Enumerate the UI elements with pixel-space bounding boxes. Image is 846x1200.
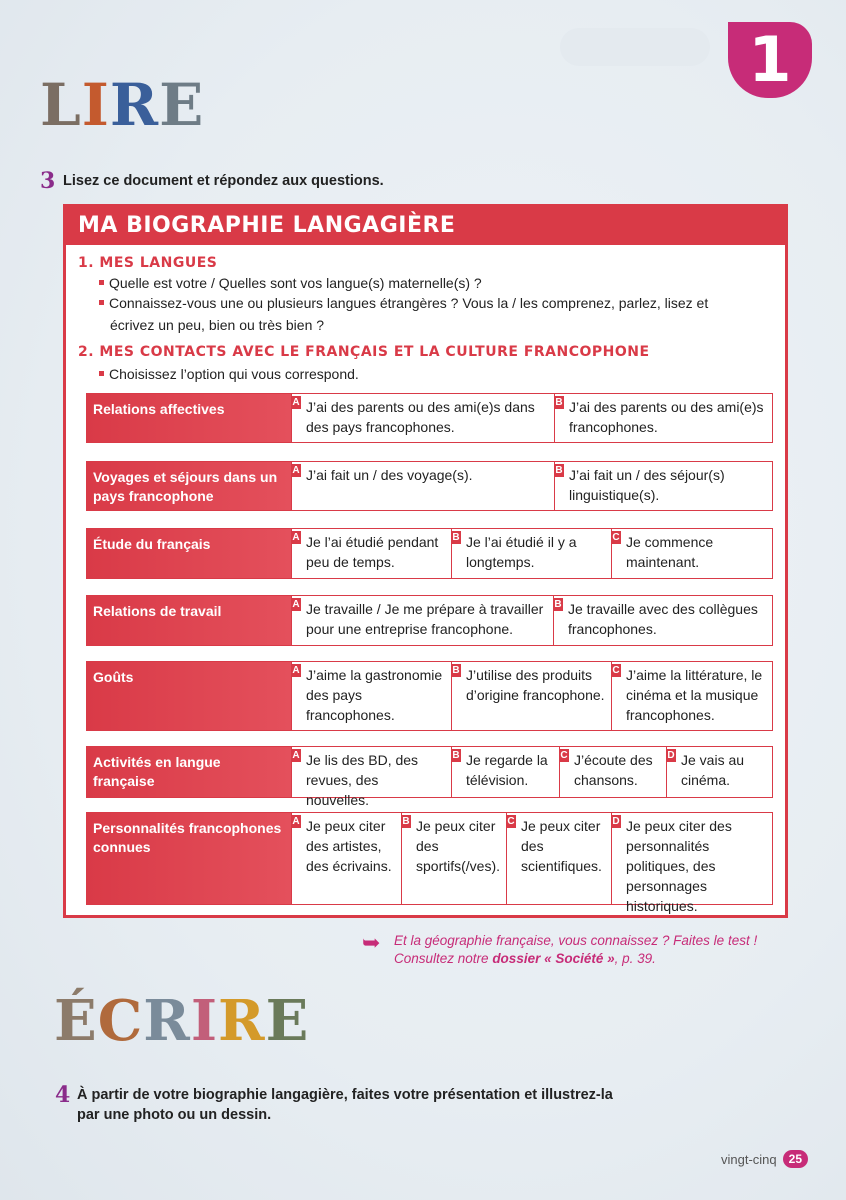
option-cell: B J’utilise des produits d’origine francophone. — [451, 662, 611, 730]
dossier-reference — [394, 932, 784, 968]
row-label: Étude du français — [87, 529, 291, 578]
option-tag: A — [292, 599, 300, 610]
option-cell: A J’aime la gastronomie des pays francophones. — [291, 662, 451, 730]
option-cell: C Je commence maintenant. — [611, 529, 771, 578]
option-tag: C — [612, 532, 620, 543]
ghost-title-shape — [560, 28, 710, 66]
bullet-square — [99, 280, 104, 285]
option-cell: B Je travaille avec des collègues francophones. — [553, 596, 771, 645]
section-title-ecrire — [54, 988, 308, 1054]
reference-arrow-icon: ➥ — [362, 930, 381, 955]
exercise-instruction: Lisez ce document et répondez aux questions. — [63, 173, 384, 189]
option-tag: C — [612, 665, 620, 676]
exercise-number: 3 — [40, 168, 56, 194]
option-cell: D Je peux citer des personnalités politiques, des personnages historiques. — [611, 813, 771, 904]
dossier-link[interactable]: dossier « Société » — [492, 951, 615, 966]
option-tag: B — [555, 465, 563, 476]
lire-letter: I — [81, 71, 108, 139]
option-tag: A — [292, 397, 300, 408]
row-label: Relations de travail — [87, 596, 291, 645]
option-cell: A Je l’ai étudié pendant peu de temps. — [291, 529, 451, 578]
section-1-bullet-continued: écrivez un peu, bien ou très bien ? — [110, 317, 325, 333]
section-1-bullet: Quelle est votre / Quelles sont vos langue(s) maternelle(s) ? — [99, 273, 482, 293]
page-footer — [721, 1150, 808, 1168]
option-cell: B Je peux citer des sportifs(/ves). — [401, 813, 506, 904]
row-label: Goûts — [87, 662, 291, 730]
option-tag: A — [292, 816, 300, 827]
exercise-instruction: À partir de votre biographie langagière, faites votre présentation et illustrez-la par une photo ou un dessin. — [77, 1087, 613, 1123]
option-cell: A Je travaille / Je me prépare à travailler pour une entreprise francophone. — [291, 596, 553, 645]
option-cell: B J’ai des parents ou des ami(e)s francophones. — [554, 394, 771, 442]
option-cell: A J’ai fait un / des voyage(s). — [291, 462, 554, 510]
ecrire-letter: E — [265, 988, 309, 1054]
section-1-bullet: Connaissez-vous une ou plusieurs langues étrangères ? Vous la / les comprenez, parlez, lisez et — [99, 293, 708, 313]
section-1-title: 1. MES LANGUES — [78, 255, 218, 271]
option-tag: B — [452, 665, 460, 676]
table-row — [86, 393, 773, 443]
option-cell: C Je peux citer des scientifiques. — [506, 813, 611, 904]
option-tag: A — [292, 532, 300, 543]
option-tag: B — [452, 750, 460, 761]
ecrire-letter: R — [143, 988, 190, 1054]
option-tag: A — [292, 465, 300, 476]
option-cell: C J’aime la littérature, le cinéma et la musique francophones. — [611, 662, 771, 730]
option-tag: B — [452, 532, 460, 543]
ecrire-letter: I — [190, 988, 218, 1054]
bullet-square — [99, 300, 104, 305]
lire-letter: L — [40, 71, 80, 139]
option-tag: B — [554, 599, 562, 610]
row-label: Voyages et séjours dans un pays francophone — [87, 462, 291, 510]
option-tag: B — [402, 816, 410, 827]
ecrire-letter: É — [54, 988, 97, 1054]
row-label: Activités en langue française — [87, 747, 291, 797]
option-tag: D — [667, 750, 675, 761]
option-tag: B — [555, 397, 563, 408]
lire-letter: R — [109, 71, 158, 139]
option-tag: A — [292, 665, 300, 676]
reference-line-1: Et la géographie française, vous connaissez ? Faites le test ! — [394, 933, 758, 948]
ecrire-letter: C — [97, 988, 143, 1054]
table-row — [86, 812, 773, 914]
section-title-lire — [40, 71, 203, 139]
table-row — [86, 595, 773, 646]
option-tag: C — [560, 750, 568, 761]
document-title: MA BIOGRAPHIE LANGAGIÈRE — [66, 207, 785, 245]
lire-letter: E — [159, 71, 203, 139]
option-tag: A — [292, 750, 300, 761]
table-row — [86, 528, 773, 579]
ecrire-letter: R — [218, 988, 265, 1054]
table-row — [86, 461, 773, 511]
option-tag: D — [612, 816, 620, 827]
reference-line-2: Consultez notre dossier « Société », p. 39. — [394, 951, 656, 966]
page-number: 25 — [783, 1150, 808, 1168]
table-row — [86, 661, 773, 731]
option-cell: D Je vais au cinéma. — [666, 747, 771, 797]
row-label: Personnalités francophones connues — [87, 813, 291, 904]
option-cell: A J’ai des parents ou des ami(e)s dans des pays francophones. — [291, 394, 554, 442]
option-cell: B J’ai fait un / des séjour(s) linguistique(s). — [554, 462, 771, 510]
option-cell: C J’écoute des chansons. — [559, 747, 666, 797]
section-2-bullet: Choisissez l’option qui vous correspond. — [99, 364, 359, 384]
bullet-square — [99, 371, 104, 376]
language-biography-document — [63, 204, 788, 918]
option-cell: A Je peux citer des artistes, des écrivains. — [291, 813, 401, 904]
chapter-badge: 1 — [728, 22, 812, 98]
row-label: Relations affectives — [87, 394, 291, 442]
page-word: vingt-cinq — [721, 1151, 777, 1167]
option-tag: C — [507, 816, 515, 827]
option-cell: A Je lis des BD, des revues, des nouvelles. — [291, 747, 451, 797]
table-row — [86, 746, 773, 808]
section-2-title: 2. MES CONTACTS AVEC LE FRANÇAIS ET LA CULTURE FRANCOPHONE — [78, 344, 650, 360]
option-cell: B Je regarde la télévision. — [451, 747, 559, 797]
exercise-number: 4 — [55, 1082, 71, 1108]
option-cell: B Je l’ai étudié il y a longtemps. — [451, 529, 611, 578]
